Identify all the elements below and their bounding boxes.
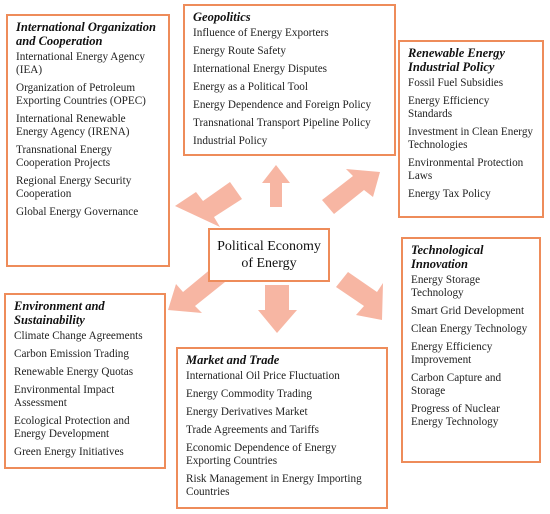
list-item: Fossil Fuel Subsidies	[408, 77, 504, 89]
list-item: Energy as a Political Tool	[193, 81, 309, 93]
item-list	[408, 77, 534, 201]
item-list	[411, 274, 531, 429]
arrow-to-geo	[262, 165, 290, 207]
list-item: Green Energy Initiatives	[14, 446, 124, 458]
list-item: Economic Dependence of Energy Exporting Countries	[186, 442, 337, 467]
box-international-organization	[6, 14, 170, 267]
list-item: Energy Storage Technology	[411, 274, 481, 299]
list-item: Investment in Clean Energy Technologies	[408, 126, 534, 151]
box-title: Environment and Sustainability	[14, 299, 105, 327]
item-list	[14, 330, 156, 459]
item-list	[186, 370, 378, 499]
arrow-to-intl	[175, 182, 242, 227]
arrow-to-market	[258, 285, 297, 333]
box-market-trade	[176, 347, 388, 509]
list-item: Carbon Capture and Storage	[411, 372, 502, 397]
box-renewable-energy-policy	[398, 40, 544, 218]
list-item: Environmental Impact Assessment	[14, 384, 115, 409]
box-environment-sustainability	[4, 293, 166, 469]
list-item: Energy Derivatives Market	[186, 406, 308, 418]
list-item: Risk Management in Energy Importing Countries	[186, 473, 362, 498]
list-item: Clean Energy Technology	[411, 323, 528, 335]
list-item: Organization of Petroleum Exporting Countries (OPEC)	[16, 82, 146, 107]
arrow-to-renew	[322, 169, 380, 214]
list-item: Environmental Protection Laws	[408, 157, 524, 182]
list-item: Regional Energy Security Cooperation	[16, 175, 132, 200]
center-topic: Political Economy of Energy	[208, 228, 330, 282]
list-item: Industrial Policy	[193, 135, 268, 147]
list-item: Progress of Nuclear Energy Technology	[411, 403, 500, 428]
list-item: International Oil Price Fluctuation	[186, 370, 340, 382]
list-item: Energy Tax Policy	[408, 188, 491, 200]
list-item: Ecological Protection and Energy Development	[14, 415, 130, 440]
list-item: Carbon Emission Trading	[14, 348, 129, 360]
list-item: Global Energy Governance	[16, 206, 139, 218]
item-list	[16, 51, 160, 219]
box-title: Renewable Energy Industrial Policy	[408, 46, 505, 74]
list-item: Transnational Transport Pipeline Policy	[193, 117, 371, 129]
list-item: Influence of Energy Exporters	[193, 27, 329, 39]
box-title: International Organization and Cooperation	[16, 20, 156, 48]
list-item: Energy Dependence and Foreign Policy	[193, 99, 372, 111]
box-title: Geopolitics	[193, 10, 251, 24]
list-item: Trade Agreements and Tariffs	[186, 424, 319, 436]
list-item: International Renewable Energy Agency (IRENA)	[16, 113, 130, 138]
box-technological-innovation	[401, 237, 541, 463]
list-item: Transnational Energy Cooperation Projects	[16, 144, 113, 169]
arrow-to-tech	[336, 272, 383, 320]
list-item: International Energy Disputes	[193, 63, 328, 75]
list-item: Smart Grid Development	[411, 305, 525, 317]
list-item: Energy Efficiency Improvement	[411, 341, 493, 366]
list-item: Energy Route Safety	[193, 45, 287, 57]
list-item: International Energy Agency (IEA)	[16, 51, 146, 76]
item-list	[193, 27, 386, 148]
list-item: Energy Commodity Trading	[186, 388, 312, 400]
list-item: Climate Change Agreements	[14, 330, 143, 342]
box-geopolitics	[183, 4, 396, 156]
list-item: Renewable Energy Quotas	[14, 366, 134, 378]
box-title: Technological Innovation	[411, 243, 484, 271]
box-title: Market and Trade	[186, 353, 280, 367]
list-item: Energy Efficiency Standards	[408, 95, 490, 120]
